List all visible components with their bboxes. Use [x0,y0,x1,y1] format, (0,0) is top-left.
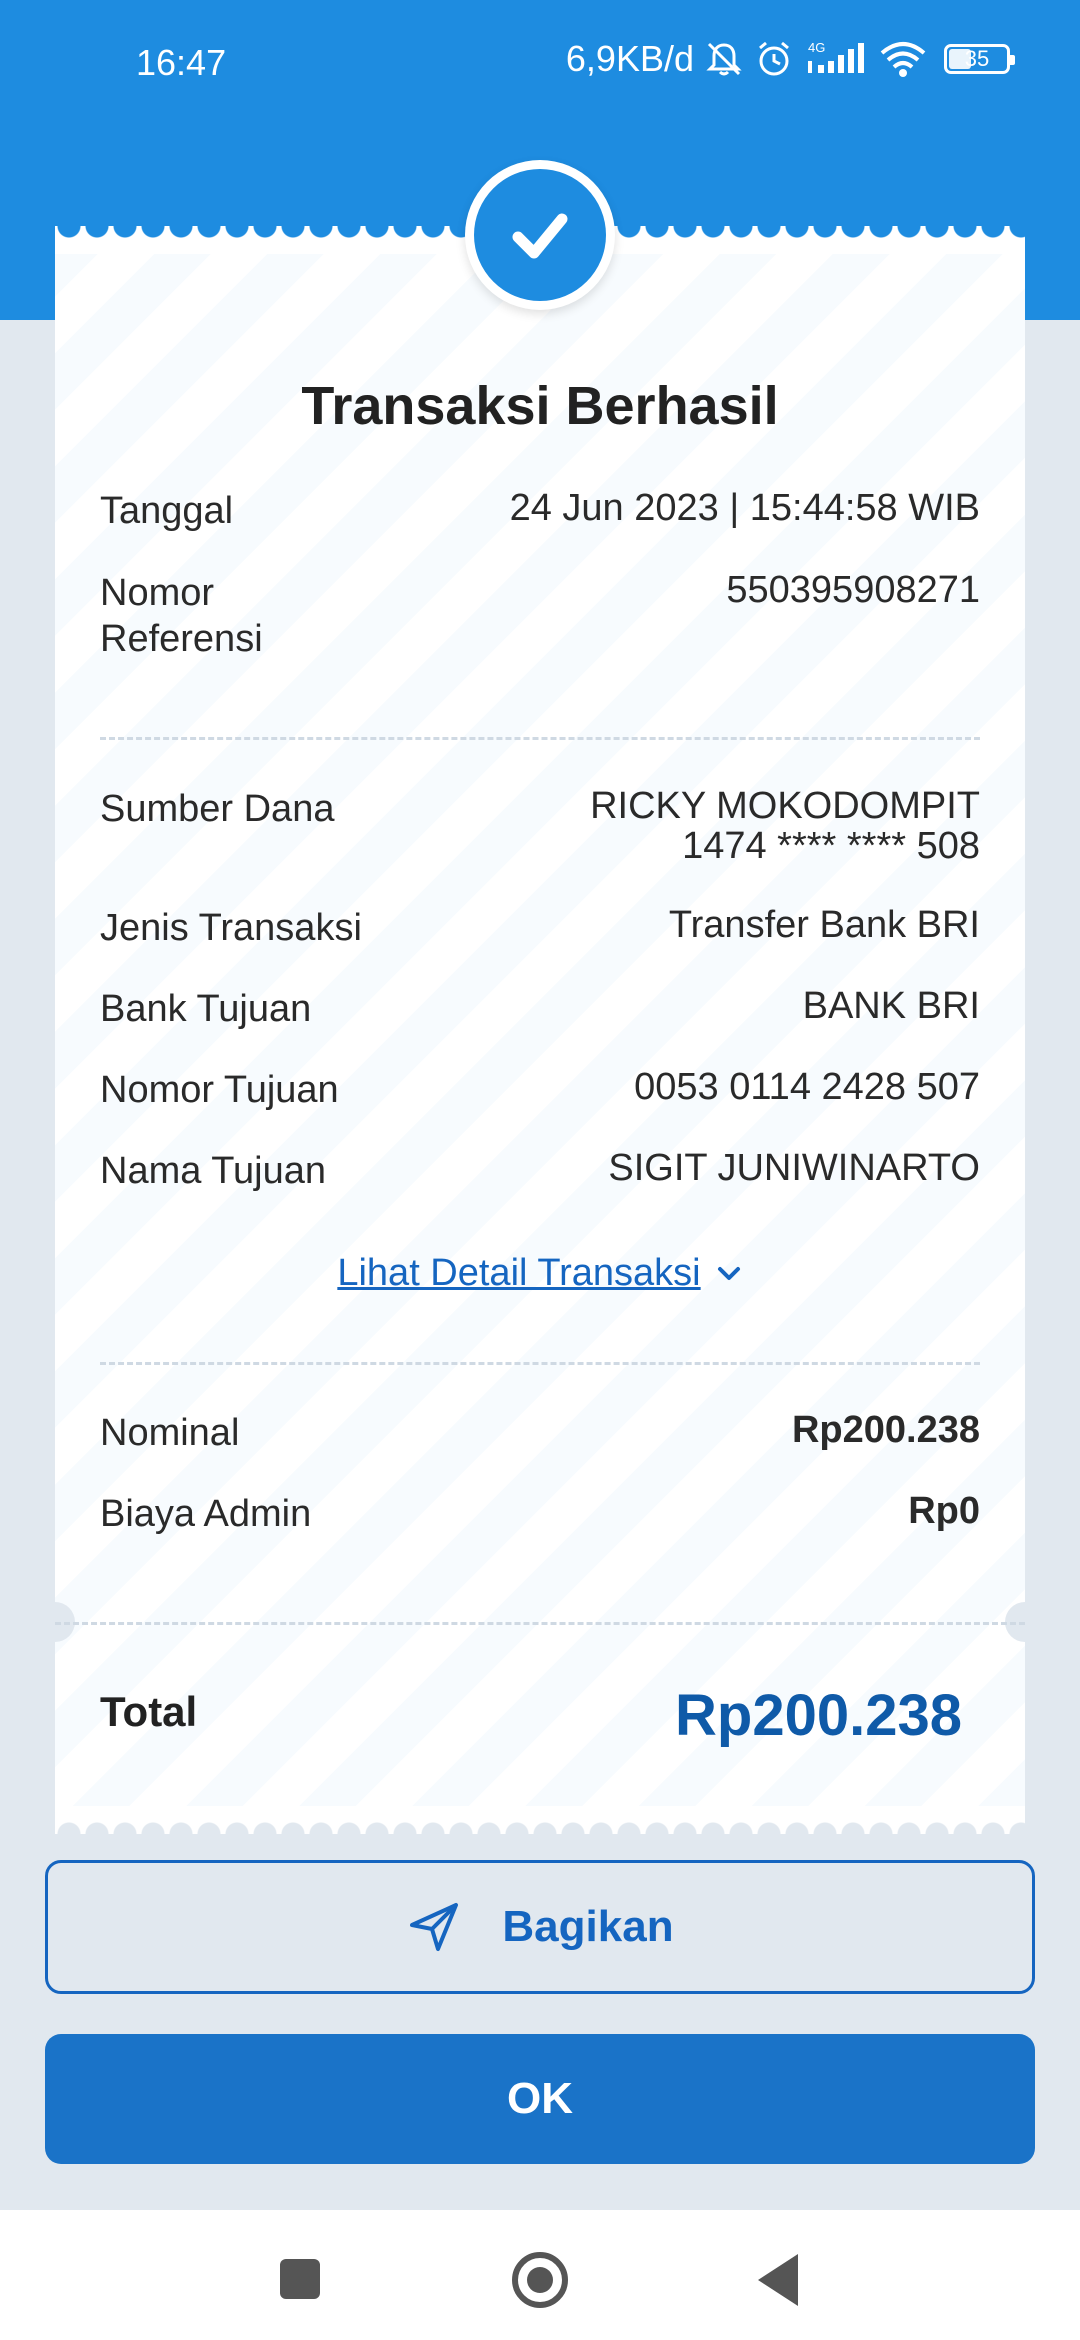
source-label: Sumber Dana [100,788,335,830]
status-icons [566,38,1010,80]
view-details-label: Lihat Detail Transaksi [337,1252,701,1294]
divider [55,1622,1025,1625]
source-row [100,786,980,876]
navigation-bar [0,2210,1080,2340]
bank-value: BANK BRI [802,985,980,1027]
bank-row [100,986,980,1036]
status-time: 16:47 [136,42,227,83]
alarm-icon [754,39,794,79]
dest-name-row [100,1148,980,1198]
source-account: 1474 **** **** 508 [682,825,980,867]
network-speed: 6,9KB/d [565,38,694,79]
admin-fee-value: Rp0 [908,1490,980,1532]
back-button[interactable] [758,2254,798,2306]
dest-number-label: Nomor Tujuan [100,1069,339,1111]
ok-button[interactable]: OK [45,2034,1035,2164]
total-value: Rp200.238 [675,1683,962,1748]
reference-label-line1: Nomor [100,572,215,614]
share-button[interactable] [45,1860,1035,1994]
share-label: Bagikan [502,1902,674,1951]
nominal-row [100,1410,980,1460]
signal-icon [804,39,868,79]
date-value: 24 Jun 2023 | 15:44:58 WIB [509,487,980,529]
dest-name-label: Nama Tujuan [100,1150,327,1192]
divider [100,737,980,740]
network-type-label: 4G [808,40,826,55]
status-bar [0,0,1080,125]
reference-label [100,570,460,662]
view-details-link[interactable] [0,1252,1080,1295]
admin-fee-row [100,1491,980,1541]
wifi-icon [878,39,928,79]
nominal-value: Rp200.238 [791,1409,980,1451]
reference-value: 550395908271 [726,569,980,611]
type-row [100,905,980,955]
send-icon [406,1899,462,1955]
receipt-bottom-edge [55,1806,1025,1834]
checkmark-icon [504,199,576,271]
reference-label-line2: Referensi [100,618,263,660]
divider [100,1362,980,1365]
recents-button[interactable] [280,2259,320,2299]
success-badge [465,160,615,310]
type-value: Transfer Bank BRI [668,904,980,946]
dest-name-value: SIGIT JUNIWINARTO [608,1147,980,1189]
page-title: Transaksi Berhasil [301,376,779,436]
chevron-down-icon [715,1260,743,1288]
nominal-label: Nominal [100,1412,240,1454]
home-button[interactable] [512,2252,568,2308]
battery-level: 35 [964,46,990,71]
source-value [590,786,980,866]
dest-number-row [100,1067,980,1117]
battery-icon [944,44,1010,74]
total-label: Total [100,1688,198,1735]
admin-fee-label: Biaya Admin [100,1493,312,1535]
date-label: Tanggal [100,490,234,532]
type-label: Jenis Transaksi [100,907,362,949]
source-name: RICKY MOKODOMPIT [590,785,980,827]
bank-label: Bank Tujuan [100,988,312,1030]
reference-row [100,570,980,670]
mute-bell-icon [704,39,744,79]
dest-number-value: 0053 0114 2428 507 [634,1066,980,1108]
date-row [100,488,980,538]
